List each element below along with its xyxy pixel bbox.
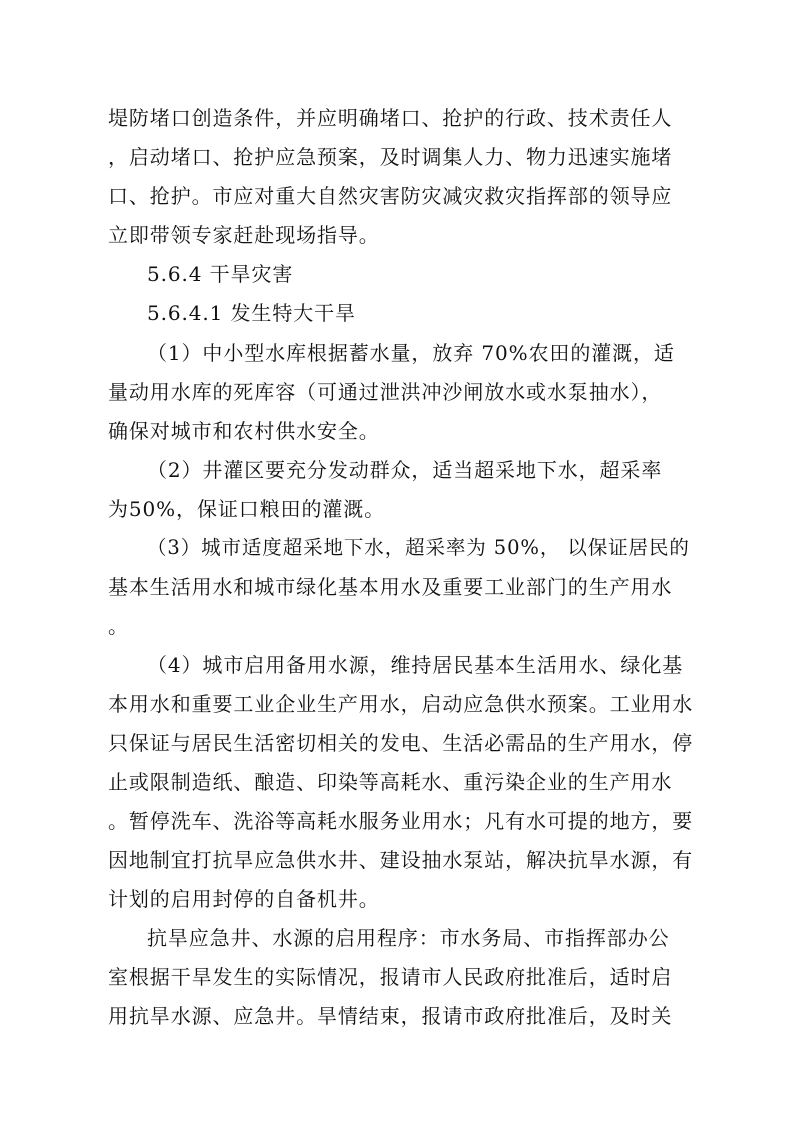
text-line: 为50%，保证口粮田的灌溉。 xyxy=(108,497,386,521)
text-line: 计划的启用封停的自备机井。 xyxy=(108,887,380,911)
section-heading: 5.6.4 干旱灾害 xyxy=(147,262,294,286)
text-line: 因地制宜打抗旱应急供水井、建设抽水泵站，解决抗旱水源，有 xyxy=(108,848,694,872)
text-line: 本用水和重要工业企业生产用水，启动应急供水预案。工业用水 xyxy=(108,692,694,716)
text-line: ，启动堵口、抢护应急预案，及时调集人力、物力迅速实施堵 xyxy=(108,145,673,169)
text-line: 口、抢护。市应对重大自然灾害防灾减灾救灾指挥部的领导应 xyxy=(108,184,673,208)
text-line: （4）城市启用备用水源，维持居民基本生活用水、绿化基 xyxy=(147,653,684,677)
text-line: （3）城市适度超采地下水，超采率为 50%， 以保证居民的 xyxy=(147,536,690,559)
text-line: 抗旱应急井、水源的启用程序：市水务局、市指挥部办公 xyxy=(147,926,670,950)
text-line: 用抗旱水源、应急井。旱情结束，报请市政府批准后，及时关 xyxy=(108,1004,673,1028)
text-line: 量动用水库的死库容（可通过泄洪冲沙闸放水或水泵抽水）， xyxy=(108,380,663,404)
text-line: （1）中小型水库根据蓄水量，放弃 70%农田的灌溉，适 xyxy=(147,341,675,365)
text-line: 立即带领专家赶赴现场指导。 xyxy=(108,223,380,247)
text-line: 基本生活用水和城市绿化基本用水及重要工业部门的生产用水 xyxy=(108,575,673,599)
text-line: 只保证与居民生活密切相关的发电、生活必需品的生产用水，停 xyxy=(108,731,694,755)
text-line: 确保对城市和农村供水安全。 xyxy=(108,419,380,443)
text-line: 。暂停洗车、洗浴等高耗水服务业用水；凡有水可提的地方，要 xyxy=(108,809,694,833)
text-line: 止或限制造纸、酿造、印染等高耗水、重污染企业的生产用水 xyxy=(108,770,673,794)
subsection-heading: 5.6.4.1 发生特大干旱 xyxy=(147,301,356,325)
text-line: 堤防堵口创造条件，并应明确堵口、抢护的行政、技术责任人 xyxy=(108,106,673,130)
text-line: 室根据干旱发生的实际情况，报请市人民政府批准后，适时启 xyxy=(108,965,673,989)
text-line: （2）井灌区要充分发动群众，适当超采地下水，超采率 xyxy=(147,458,663,482)
text-line: 。 xyxy=(108,614,129,638)
